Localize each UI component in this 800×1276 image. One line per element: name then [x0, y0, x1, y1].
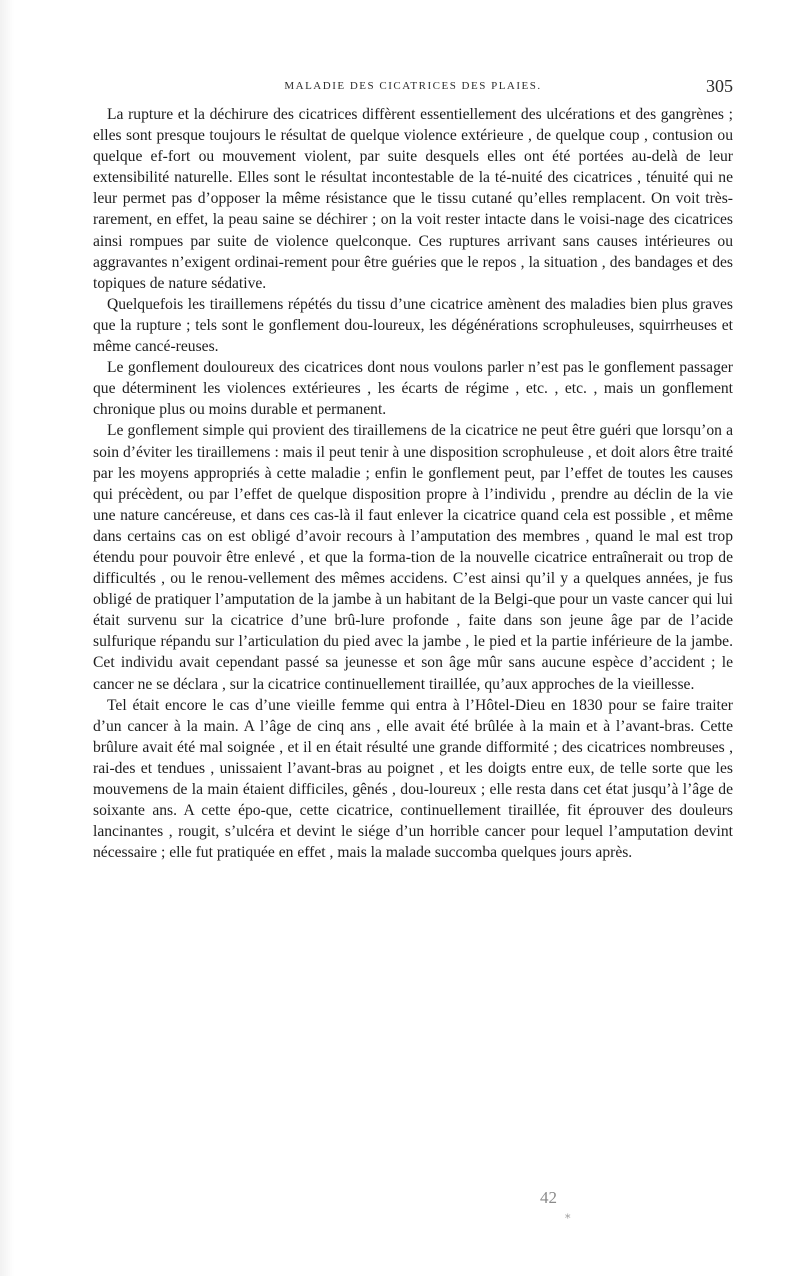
paragraph: Le gonflement douloureux des cicatrices dont nous voulons parler n’est pas le gonflement passager que déterminent les violences extérieures , les écarts de régime , etc. , etc. , mais un gonflement chronique plus ou moins durable et permanent.	[93, 359, 733, 419]
page-number: 305	[706, 76, 733, 96]
paragraph: La rupture et la déchirure des cicatrices diffèrent essentiellement des ulcérations et des gangrènes ; elles sont presque toujours le résultat de quelque violence extérieure , de quelque coup , contusion ou quelque ef-fort ou mouvement violent, par suite desquels elles ont été portées au-delà de leur extensibilité naturelle. Elles sont le résultat incontestable de la té-nuité des cicatrices , ténuité qui ne leur permet pas d’opposer la même résistance que le tissu cutané qu’elles remplacent. On voit très-rarement, en effet, la peau saine se déchirer ; on la voit rester intacte dans le voisi-nage des cicatrices ainsi rompues par suite de violence quelconque. Ces ruptures arrivant sans causes intérieures ou aggravantes n’exigent ordinai-rement pour être guéries que le repos , la situation , des bandages et des topiques de nature sédative.	[93, 106, 733, 292]
printer-mark: *	[565, 1212, 571, 1225]
page-header	[93, 76, 733, 102]
paragraph: Le gonflement simple qui provient des tiraillemens de la cicatrice ne peut être guéri que lorsqu’on a soin d’éviter les tiraillemens : mais il peut tenir à une disposition scrophuleuse , et doit alors être traité par les moyens appropriés à cette maladie ; enfin le gonflement peut, par l’effet de toutes les causes qui précèdent, ou par l’effet de quelque disposition propre à l’individu , prendre au déclin de la vie une nature cancéreuse, et dans ces cas-là il faut enlever la cicatrice quand cela est possible , et même dans certains cas on est obligé d’avoir recours à l’amputation des membres , quand le mal est trop étendu pour pouvoir être enlevé , et que la forma-tion de la nouvelle cicatrice entraînerait ou trop de difficultés , ou le renou-vellement des mêmes accidens. C’est ainsi qu’il y a quelques années, je fus obligé de pratiquer l’amputation de la jambe à un habitant de la Belgi-que pour un vaste cancer qui lui était survenu sur la cicatrice d’une brû-lure profonde , faite dans son jeune âge par de l’acide sulfurique répandu sur l’articulation du pied avec la jambe , le pied et la partie inférieure de la jambe. Cet individu avait cependant passé sa jeunesse et son âge mûr sans aucune espèce d’accident ; le cancer ne se déclara , sur la cicatrice continuellement tiraillée, qu’aux approches de la vieillesse.	[93, 422, 733, 693]
running-head: MALADIE DES CICATRICES DES PLAIES.	[284, 80, 542, 92]
body-text	[93, 104, 733, 863]
paragraph: Quelquefois les tiraillemens répétés du tissu d’une cicatrice amènent des maladies bien plus graves que la rupture ; tels sont le gonflement dou-loureux, les dégénérations scrophuleuses, squirrheuses et même cancé-reuses.	[93, 295, 733, 356]
paragraph: Tel était encore le cas d’une vieille femme qui entra à l’Hôtel-Dieu en 1830 pour se faire traiter d’un cancer à la main. A l’âge de cinq ans , elle avait été brûlée à la main et à l’avant-bras. Cette brûlure avait été mal soignée , et il en était résulté une grande difformité ; des cicatrices nombreuses , rai-des et tendues , unissaient l’avant-bras au poignet , et les doigts entre eux, de telle sorte que les mouvemens de la main étaient difficiles, gênés , dou-loureux ; elle resta dans cet état jusqu’à l’âge de soixante ans. A cette épo-que, cette cicatrice, continuellement tiraillée, fit éprouver des douleurs lancinantes , rougit, s’ulcéra et devint le siége d’un horrible cancer pour lequel l’amputation devint nécessaire ; elle fut pratiquée en effet , mais la malade succomba quelques jours après.	[93, 696, 733, 862]
signature-mark: 42	[540, 1188, 557, 1207]
